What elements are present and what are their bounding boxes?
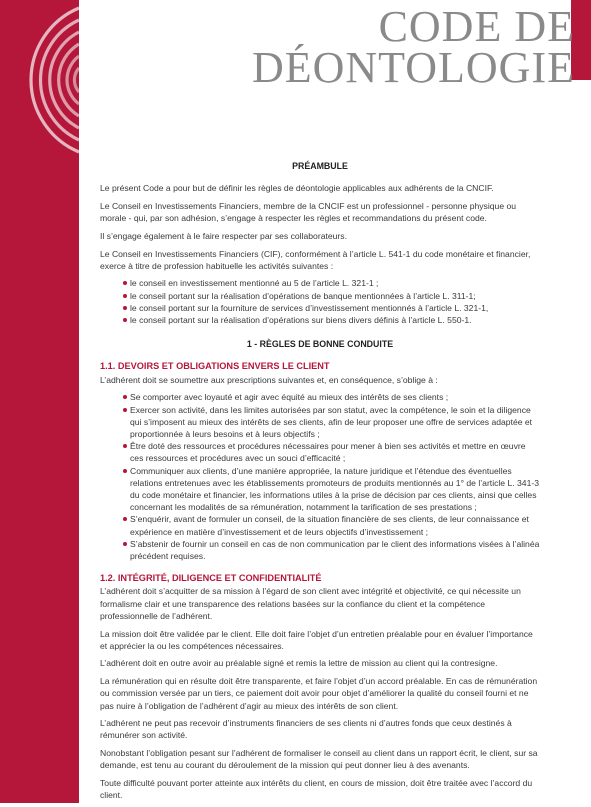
section-paragraph: L’adhérent ne peut pas recevoir d’instruments financiers de ses clients ni d’autres fonds que ceux destinés à rémunérer son activité.: [100, 718, 512, 741]
list-item: Communiquer aux clients, d’une manière appropriée, la nature juridique et l’étendue des éventuelles relations entretenues avec les établissements promoteurs de produits mentionnés au 1° de l’article L. 341-3 du code monétaire et financier, les informations utiles à la prise de décision par ces clients, ainsi que celles concernant les modalités de sa rémunération, notamment la tarification de ses prestations ;: [130, 465, 540, 513]
document-title: [251, 2, 575, 92]
decorative-arcs: [0, 0, 79, 160]
section-intro: L’adhérent doit se soumettre aux prescriptions suivantes et, en conséquence, s’oblige à :: [100, 374, 438, 385]
left-accent-bar: [0, 0, 79, 803]
list-item: S’abstenir de fournir un conseil en cas de non communication par le client des informations visées à l’alinéa précédent requises.: [130, 538, 540, 561]
section-paragraph: L’adhérent doit s’acquitter de sa mission à l’égard de son client avec intégrité et objectivité, ce qui nécessite un formalisme clair et une transparence des relations basées sur la confiance du client et la compétence professionnelle de l’adhérent.: [100, 586, 521, 621]
obligations-list: [100, 391, 540, 562]
section-paragraph: La rémunération qui en résulte doit être transparente, et faire l’objet d’un accord préalable. En cas de rémunération ou commission versée par un tiers, ce paiement doit avoir pour objet d’améliorer la qualité du conseil fourni et ne pas nuire à l’obligation de l’adhérent d’agir au mieux des intérêts de son client.: [100, 676, 538, 711]
activities-list: [100, 277, 540, 326]
chapter-heading: 1 - RÈGLES DE BONNE CONDUITE: [246, 339, 394, 350]
list-item: Être doté des ressources et procédures nécessaires pour mener à bien ses activités et mettre en œuvre ces ressources et procédures avec un souci d’efficacité ;: [130, 440, 540, 464]
title-line-2: DÉONTOLOGIE: [251, 43, 575, 92]
section-paragraph: Nonobstant l’obligation pesant sur l’adhérent de formaliser le conseil au client dans un rapport écrit, le client, sur sa demande, est tenu au courant du déroulement de la mission qui peut donner lieu à des avenants.: [100, 748, 538, 771]
preamble-paragraph: Le présent Code a pour but de définir les règles de déontologie applicables aux adhérents de la CNCIF.: [100, 183, 494, 194]
preamble-heading: PRÉAMBULE: [292, 161, 348, 171]
list-item: S’enquérir, avant de formuler un conseil, de la situation financière de ses clients, de leur connaissance et expérience en matière d’investissement et de leurs objectifs d’investissement ;: [130, 513, 540, 537]
list-item: le conseil portant sur la réalisation d’opérations de banque mentionnées à l’article L. 311-1;: [130, 290, 540, 302]
section-title: 1.1. DEVOIRS ET OBLIGATIONS ENVERS LE CLIENT: [100, 361, 330, 372]
preamble-paragraph: Le Conseil en Investissements Financiers, membre de la CNCIF est un professionnel - personne physique ou morale - qui, par son adhésion, s’engage à respecter les règles et recommandations du présent code.: [100, 200, 517, 224]
section-paragraph: Toute difficulté pouvant porter atteinte aux intérêts du client, en cours de mission, doit être traitée avec l’accord du client.: [100, 778, 533, 801]
list-item: Exercer son activité, dans les limites autorisées par son statut, avec la compétence, le soin et la diligence qui s’imposent au mieux des intérêts de ses clients, afin de leur proposer une offre de services adaptée et proportionnée à leurs besoins et à leurs objectifs ;: [130, 404, 540, 441]
preamble-paragraph: Il s’engage également à le faire respecter par ses collaborateurs.: [100, 230, 347, 241]
list-item: le conseil en investissement mentionné au 5 de l’article L. 321-1 ;: [130, 277, 540, 289]
list-item: le conseil portant sur la réalisation d’opérations sur biens divers définis à l’article L. 550-1.: [130, 314, 540, 326]
document-body: [100, 160, 540, 807]
title-line-1: CODE DE: [378, 2, 575, 51]
preamble-paragraph: Le Conseil en Investissements Financiers (CIF), conformément à l’article L. 541-1 du code monétaire et financier, exerce à titre de profession habituelle les activités suivantes :: [100, 248, 531, 271]
list-item: le conseil portant sur la fourniture de services d’investissement mentionnés à l’article L. 321-1,: [130, 302, 540, 314]
section-paragraph: L’adhérent doit en outre avoir au préalable signé et remis la lettre de mission au client qui la contresigne.: [100, 658, 498, 669]
section-paragraph: La mission doit être validée par le client. Elle doit faire l’objet d’un entretien préalable pour en évaluer l’importance et apprécier la ou les compétences nécessaires.: [100, 628, 533, 651]
section-title: 1.2. INTÉGRITÉ, DILIGENCE ET CONFIDENTIALITÉ: [100, 573, 322, 584]
list-item: Se comporter avec loyauté et agir avec équité au mieux des intérêts de ses clients ;: [130, 391, 540, 403]
